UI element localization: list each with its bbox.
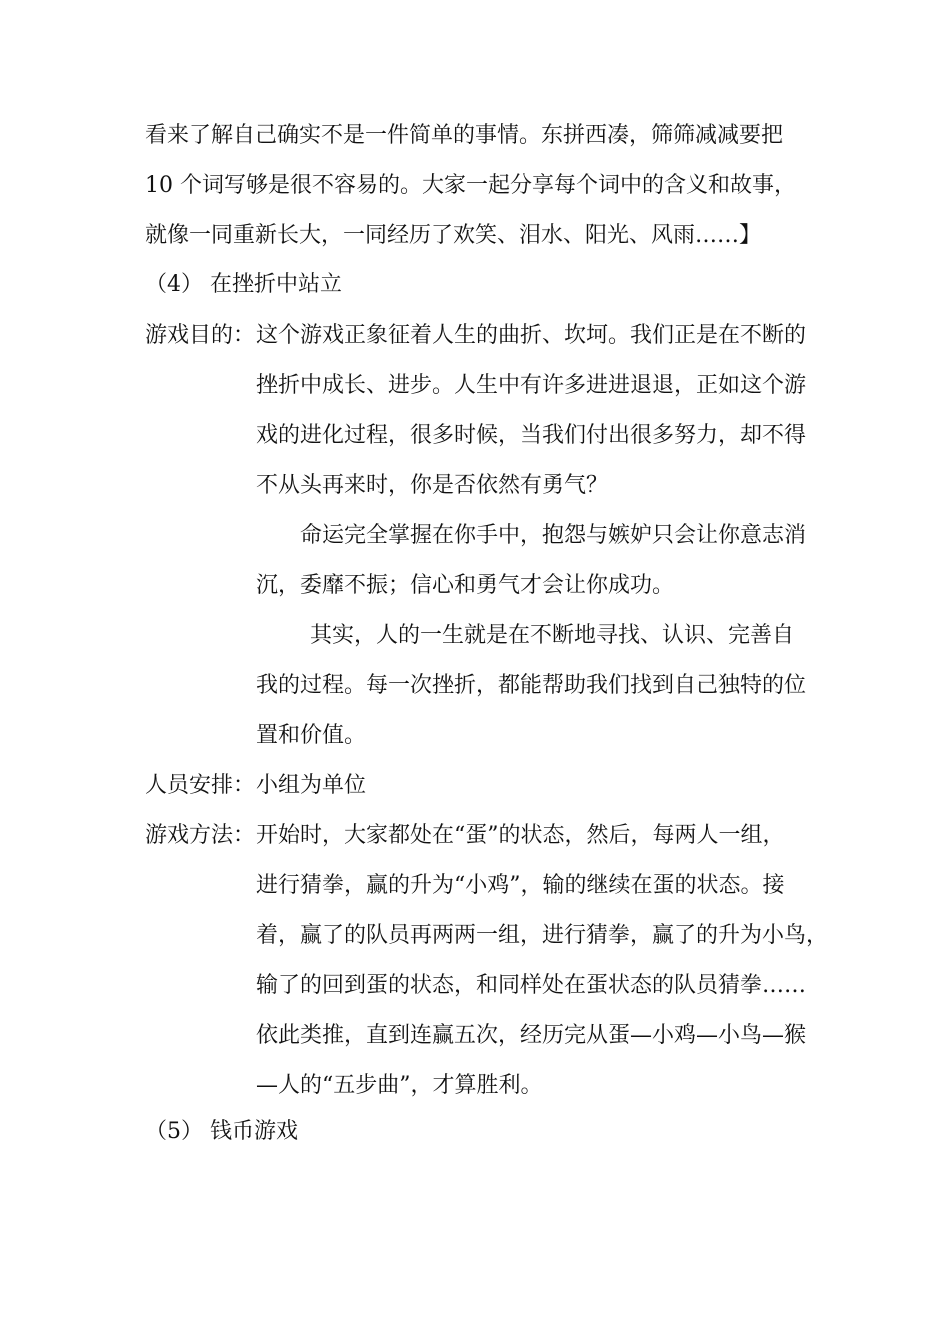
section-5-heading: （5） 钱币游戏 [145, 1119, 298, 1144]
purpose-label: 游戏目的： [145, 323, 256, 348]
method-line-3: 着，赢了的队员再两两一组，进行猜拳，赢了的升为小鸟， [256, 923, 829, 948]
purpose-line-2: 挫折中成长、进步。人生中有许多进进退退，正如这个游 [256, 373, 807, 398]
section-4-heading: （4） 在挫折中站立 [145, 272, 342, 297]
method-line-5: 依此类推，直到连赢五次，经历完从蛋—小鸡—小鸟—猴 [256, 1023, 807, 1048]
purpose-line-4: 不从头再来时，你是否依然有勇气？ [256, 473, 609, 498]
method-label: 游戏方法： [145, 823, 256, 848]
staff-value: 小组为单位 [256, 773, 367, 798]
method-line-2: 进行猜拳，赢的升为“小鸡”，输的继续在蛋的状态。接 [256, 873, 785, 898]
purpose-line-3: 戏的进化过程，很多时候，当我们付出很多努力，却不得 [256, 423, 807, 448]
intro-line-1: 看来了解自己确实不是一件简单的事情。东拼西凑，筛筛减减要把 [145, 123, 784, 148]
life-line-3: 置和价值。 [256, 723, 367, 748]
staff-label: 人员安排： [145, 773, 256, 798]
destiny-line-2: 沉，委靡不振；信心和勇气才会让你成功。 [256, 573, 675, 598]
method-line-6: —人的“五步曲”，才算胜利。 [256, 1073, 543, 1098]
method-line-1: 开始时，大家都处在“蛋”的状态，然后，每两人一组， [256, 823, 785, 848]
intro-line-2: 10 个词写够是很不容易的。大家一起分享每个词中的含义和故事， [145, 173, 796, 198]
intro-line-3: 就像一同重新长大，一同经历了欢笑、泪水、阳光、风雨……】 [145, 223, 762, 248]
destiny-line-1: 命运完全掌握在你手中，抱怨与嫉妒只会让你意志消 [300, 523, 807, 548]
life-line-2: 我的过程。每一次挫折，都能帮助我们找到自己独特的位 [256, 673, 807, 698]
purpose-line-1: 这个游戏正象征着人生的曲折、坎坷。我们正是在不断的 [256, 323, 807, 348]
life-line-1: 其实，人的一生就是在不断地寻找、认识、完善自 [310, 623, 795, 648]
method-line-4: 输了的回到蛋的状态，和同样处在蛋状态的队员猜拳…… [256, 973, 807, 998]
